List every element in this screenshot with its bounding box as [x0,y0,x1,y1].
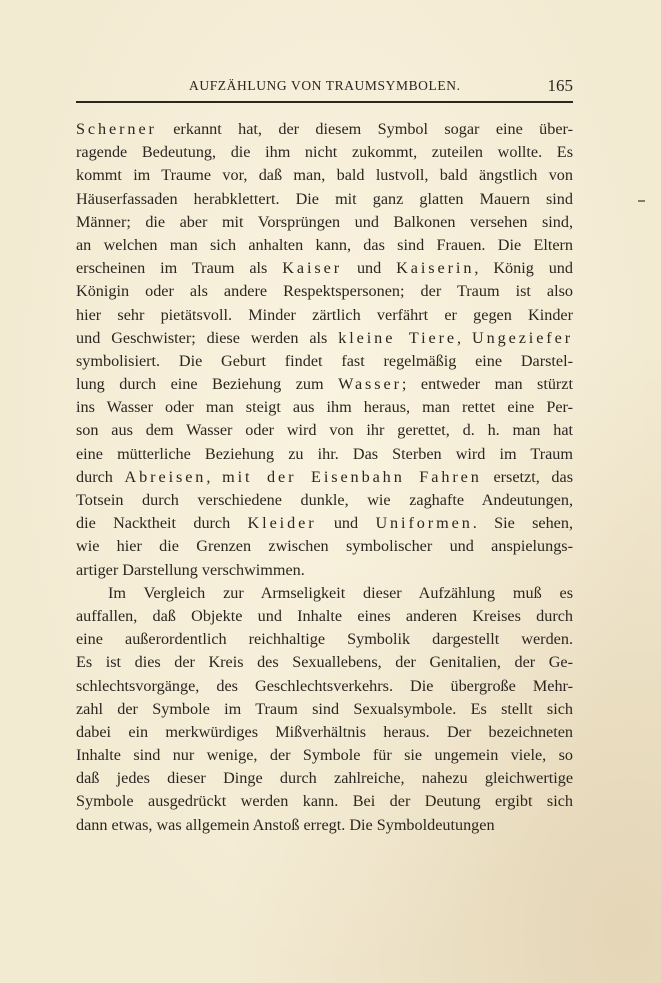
text-span: kommt im Traume vor, daß man, bald lustvoll, bald ängstlich von [76,166,573,185]
text-span: lung durch eine Beziehung zum [76,375,339,394]
text-line [76,141,573,164]
page-number: 165 [547,76,573,95]
text-line [76,605,573,628]
spaced-emphasis: mit der Eisenbahn Fahren [222,467,482,486]
spaced-emphasis: kleine Tiere [338,328,457,347]
text-line [76,489,573,512]
text-line [76,767,573,790]
text-span: an welchen man sich anhalten kann, das sind Frauen. Die Eltern [76,235,573,254]
text-line [76,790,573,813]
spaced-emphasis: Kaiser [282,259,343,278]
running-head [76,78,573,100]
text-span: und [316,514,376,533]
text-span: und [342,259,397,278]
text-span: symbolisiert. Die Geburt findet fast regelmäßig eine Darstel- [76,351,573,370]
text-span: Häuserfassaden herabklettert. Die mit ganz glatten Mauern sind [76,189,573,208]
text-line [76,744,573,767]
text-line [76,118,573,141]
spaced-emphasis: Ungeziefer [471,328,574,347]
text-span: ragende Bedeutung, die ihm nicht zukommt, zuteilen wollte. Es [76,143,573,162]
text-line [76,396,573,419]
text-line [76,651,573,674]
text-span: . Sie sehen, [472,514,574,533]
text-span: hier sehr pietätsvoll. Minder zärtlich verfährt er gegen Kinder [76,305,573,324]
body-text [76,118,573,837]
text-line [76,814,573,837]
text-span: ins Wasser oder man steigt aus ihm heraus, man rettet eine Per- [76,398,573,417]
text-span: artiger Darstellung verschwimmen. [76,560,305,579]
text-span: erscheinen im Traum als [76,259,283,278]
text-line [76,466,573,489]
spaced-emphasis: Uniformen [375,514,473,533]
text-span: , König und [474,259,573,278]
running-title: AUFZÄHLUNG VON TRAUMSYMBOLEN. [189,78,461,93]
spaced-emphasis: Kaiserin [396,259,475,278]
text-line [76,535,573,558]
text-span: dabei ein merkwürdiges Mißverhältnis heraus. Der bezeichneten [76,722,573,741]
text-span: Totsein durch verschiedene dunkle, wie zaghafte Andeutungen, [76,491,573,509]
text-span: Symbole ausgedrückt werden kann. Bei der Deutung ergibt sich [76,792,573,811]
text-line [76,280,573,303]
text-span: ersetzt, das [481,467,574,486]
text-span: wie hier die Grenzen zwischen symbolischer und anspielungs- [76,537,573,556]
spaced-emphasis: Kleider [247,514,317,533]
text-span: , [457,328,472,347]
text-line [76,350,573,373]
text-span: eine außerordentlich reichhaltige Symbolik dargestellt werden. [76,630,573,649]
text-span: erkannt hat, der diesem Symbol sogar eine über- [156,120,573,138]
text-span: Männer; die aber mit Vorsprüngen und Balkonen versehen sind, [76,212,573,231]
text-line [76,721,573,744]
text-span: dann etwas, was allgemein Anstoß erregt. Die Symboldeutungen [76,815,495,834]
text-span: Inhalte sind nur wenige, der Symbole für sie ungemein viele, so [76,746,573,765]
text-line [76,628,573,651]
text-line [76,698,573,721]
margin-mark [638,200,645,202]
text-span: die Nacktheit durch [76,514,248,533]
text-span: Es ist dies der Kreis des Sexuallebens, der Genitalien, der Ge- [76,653,573,672]
text-line [76,234,573,257]
text-line [76,188,573,211]
text-line [76,164,573,187]
text-line [76,559,573,582]
text-span: son aus dem Wasser oder wird von ihr gerettet, d. h. man hat [76,421,573,440]
text-span: Im Vergleich zur Armseligkeit dieser Aufzählung muß es [108,583,573,602]
text-line [76,304,573,327]
text-line [76,675,573,698]
spaced-emphasis: Scherner [76,120,157,138]
text-span: daß jedes dieser Dinge durch zahlreiche, nahezu gleichwertige [76,769,573,788]
text-line [76,373,573,396]
text-line [76,327,573,350]
text-span: und Geschwister; diese werden als [76,328,339,347]
text-line [76,512,573,535]
spaced-emphasis: Abreisen [124,467,207,486]
text-line [76,419,573,442]
text-span: schlechtsvorgänge, des Geschlechtsverkehrs. Die übergroße Mehr- [76,676,573,695]
text-span: durch [76,467,125,486]
text-line [76,211,573,234]
text-line [76,257,573,280]
text-span: Königin oder als andere Respektspersonen; der Traum ist also [76,282,573,301]
header-rule [76,101,573,103]
text-span: ; entweder man stürzt [401,375,573,394]
spaced-emphasis: Wasser [338,375,402,394]
text-span: auffallen, daß Objekte und Inhalte eines anderen Kreises durch [76,606,573,625]
text-span: , [206,467,223,486]
text-span: eine mütterliche Beziehung zu ihr. Das Sterben wird im Traum [76,444,573,463]
text-line [76,582,573,605]
text-span: zahl der Symbole im Traum sind Sexualsymbole. Es stellt sich [76,699,573,718]
text-line [76,443,573,466]
